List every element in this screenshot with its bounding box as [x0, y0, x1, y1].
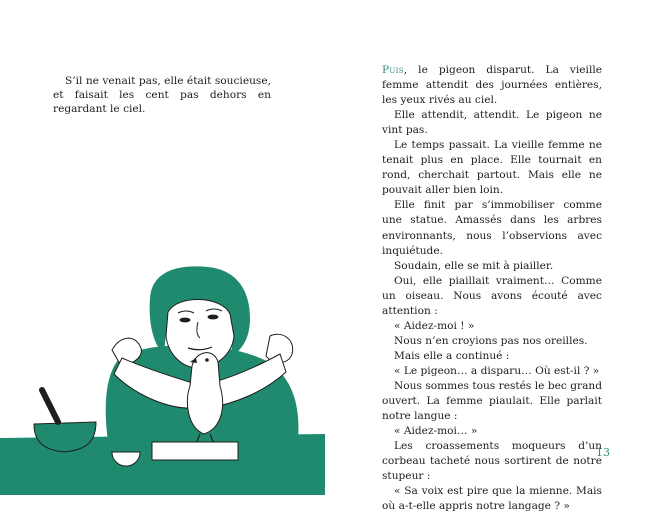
right-page [325, 0, 650, 513]
first-paragraph [382, 63, 602, 108]
paragraph: Elle finit par s’immobiliser comme une statue. Amassés dans les arbres environnants, nous l’observions avec inquiétude. [382, 199, 602, 257]
quote: « Sa voix est pire que la mienne. Mais où a-t-elle appris notre langage ? » [382, 485, 602, 513]
first-paragraph-rest: , le pigeon disparut. La vieille femme attendit des journées entières, les yeux rivés au ciel. [382, 64, 602, 107]
paragraph: Le temps passait. La vieille femme ne tenait plus en place. Elle tournait en rond, cherchait partout. Mais elle ne pouvait aller bien loin. [382, 139, 602, 197]
paragraph: Soudain, elle se mit à piailler. [394, 259, 554, 272]
page-number: 13 [596, 446, 610, 459]
paragraph: Les croassements moqueurs d’un corbeau tacheté nous sortirent de notre stupeur : [382, 440, 602, 483]
paragraph: Mais elle a continué : [394, 349, 510, 362]
paragraph: Nous sommes tous restés le bec grand ouvert. La femme piaulait. Elle parlait notre langue : [382, 379, 602, 423]
paragraph: Oui, elle piaillait vraiment… Comme un oiseau. Nous avons écouté avec attention : [382, 274, 602, 317]
woman-with-pigeon-illustration [0, 262, 325, 495]
left-paragraph: S’il ne venait pas, elle était soucieuse, et faisait les cent pas dehors en regardant le ciel. [53, 74, 271, 115]
lead-word: Puis [382, 64, 404, 76]
paragraph: Elle attendit, attendit. Le pigeon ne vint pas. [382, 109, 602, 137]
story-text [382, 63, 602, 514]
quote: « Aidez-moi ! » [394, 319, 475, 332]
left-page [0, 0, 325, 495]
quote: « Aidez-moi… » [394, 425, 478, 438]
quote: « Le pigeon… a disparu… Où est-il ? » [394, 364, 600, 377]
paragraph: Nous n’en croyions pas nos oreilles. [394, 334, 588, 347]
